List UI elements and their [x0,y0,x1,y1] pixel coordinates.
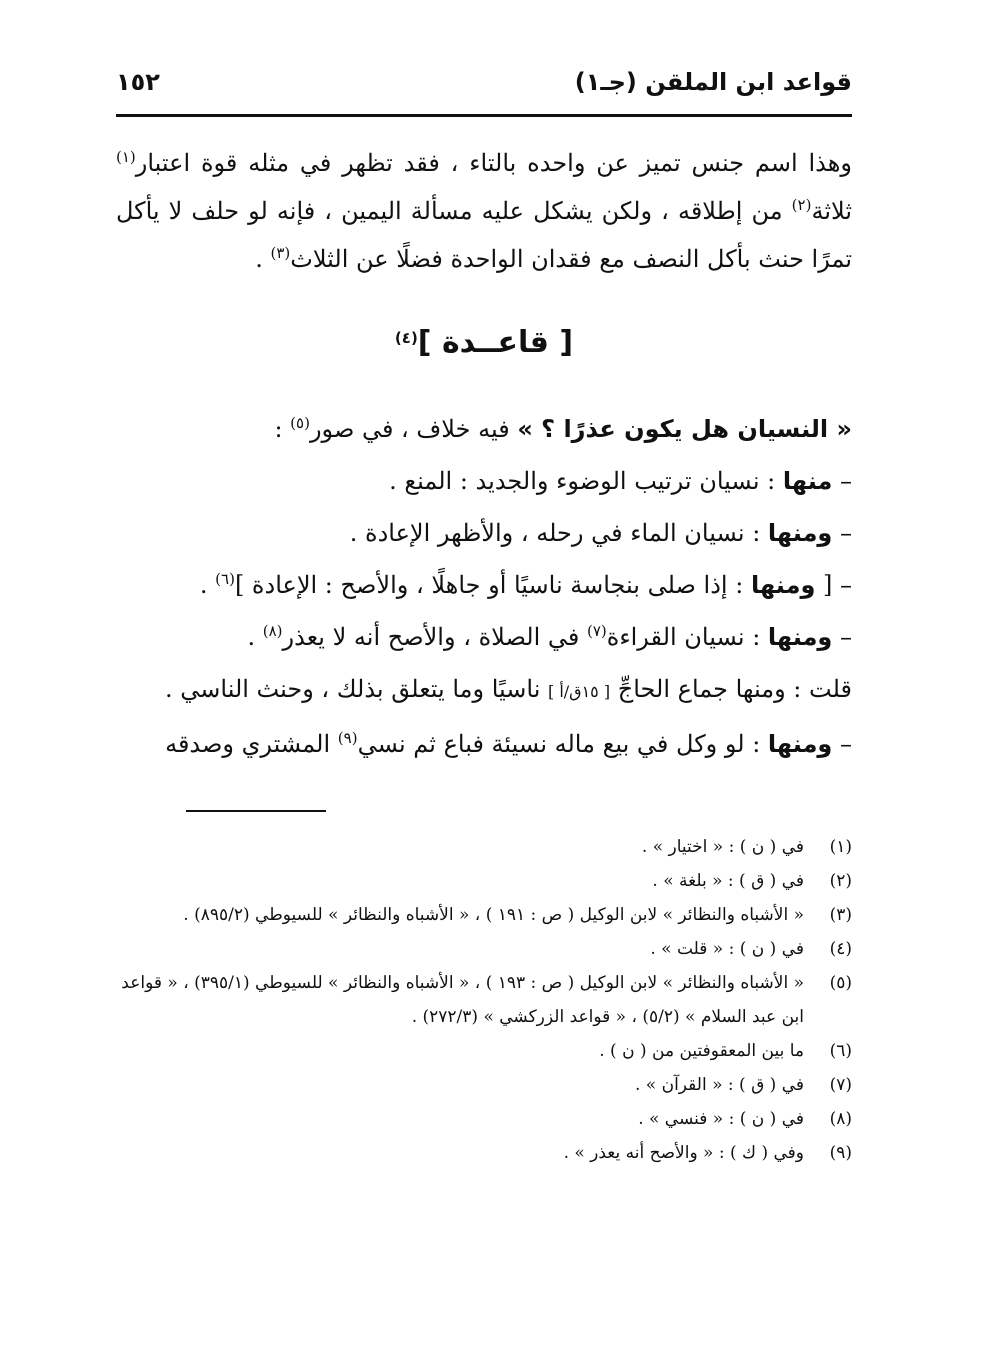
rule-item [116,611,852,663]
footnote-text: ما بين المعقوفتين من ( ن ) . [599,1041,804,1061]
footnote-ref: (٥) [290,414,310,432]
footnote-number: (٤) [829,939,852,959]
footnote-text: في ( ق ) : « بلغة » . [652,871,804,891]
item-dash: – [832,623,852,651]
rule-item [116,507,852,559]
footnote-number: (٦) [829,1041,852,1061]
intro-text-part: ثلاثة [811,197,852,225]
footnote-number: (١) [829,837,852,857]
item-text: : لو وكل في بيع ماله نسيئة فباع ثم نسي [357,730,768,758]
item-text: ناسيًا وما يتعلق بذلك ، وحنث الناسي . [165,675,548,703]
footnote [116,830,852,864]
footnote-ref: (٤) [394,329,418,347]
section-heading-text: [ قاعــدة ] [417,325,574,360]
item-text: المشتري وصدقه [165,730,338,758]
item-lead: ومنها [767,623,833,651]
intro-text-part: من إطلاقه ، ولكن يشكل عليه مسألة اليمين ، فإنه لو حلف لا يأكل تمرًا حنث بأكل النصف مع فقدان الواحدة فضلًا عن الثلاث [116,197,852,273]
footnote [116,1034,852,1068]
item-lead: ومنها [767,730,833,758]
footnote-text: « الأشباه والنظائر » لابن الوكيل ( ص : ١٩٣ ) ، « الأشباه والنظائر » للسيوطي (٣٩٥/١) ، « قواعد ابن عبد السلام » (٥/٢) ، « قواعد الزركشي » (٢٧٢/٣) . [121,973,804,1027]
item-text: قلت : ومنها جماع الحاجِّ [610,675,852,703]
footnote-ref: (٢) [791,196,812,214]
footnote-ref: (٧) [587,622,607,640]
footnote [116,1068,852,1102]
item-lead: ومنها [750,571,816,599]
footnote-number: (٢) [829,871,852,891]
footnote [116,966,852,1034]
footnote [116,932,852,966]
item-dash: – [832,519,852,547]
footnote [116,864,852,898]
book-page [116,62,852,1170]
item-lead: منها [782,467,833,495]
footnote-number: (٩) [829,1143,852,1163]
footnote [116,1136,852,1170]
footnote-ref: (٨) [262,622,283,640]
intro-paragraph [116,139,852,283]
item-text: . [247,623,263,651]
item-text: في الصلاة ، والأصح أنه لا يعذر [282,623,587,651]
rule-item [116,455,852,507]
footnotes [116,830,852,1170]
intro-text [116,139,852,283]
question-text: « النسيان هل يكون عذرًا ؟ » [517,415,852,443]
rule-items [116,403,852,770]
item-text: : نسيان ترتيب الوضوء والجديد : المنع . [389,467,783,495]
intro-text-part: . [255,245,271,273]
footnote-text: في ( ن ) : « فنسي » . [638,1109,804,1129]
footnote-ref: (٦) [215,570,235,588]
rule-item [116,559,852,611]
footnote-text: وفي ( ك ) : « والأصح أنه يعذر » . [563,1143,804,1163]
running-head [116,62,852,106]
footnote [116,1102,852,1136]
item-text: : [274,415,291,443]
rule-item [116,718,852,770]
book-title: قواعد ابن الملقن (جـ١) [574,68,852,96]
item-lead: ومنها [767,519,833,547]
footnote-number: (٣) [829,905,852,925]
footnote-text: في ( ن ) : « اختيار » . [641,837,804,857]
footnote-text: في ( ن ) : « قلت » . [650,939,804,959]
item-text: : نسيان القراءة [606,623,768,651]
header-rule [116,114,852,117]
footnote-ref: (٩) [337,729,358,747]
item-text: . [199,571,216,599]
footnote-ref: (١) [116,148,136,166]
footnote-text: في ( ق ) : « القرآن » . [634,1075,804,1095]
item-text: فيه خلاف ، في صور [309,415,518,443]
manuscript-folio-ref: [ ١٥ق/أ ] [548,682,611,701]
intro-text-part: وهذا اسم جنس تميز عن واحده بالتاء ، فقد تظهر في مثله قوة اعتبار [135,149,852,177]
item-dash: – [ [815,571,852,599]
footnote-ref: (٣) [270,244,291,262]
footnote-number: (٨) [829,1109,852,1129]
footnote-number: (٧) [829,1075,852,1095]
item-dash: – [832,467,852,495]
footnote [116,898,852,932]
footnote-separator [186,810,326,812]
footnote-text: « الأشباه والنظائر » لابن الوكيل ( ص : ١٩١ ) ، « الأشباه والنظائر » للسيوطي (٨٩٥/٢) . [183,905,804,925]
item-text: : إذا صلى بنجاسة ناسيًا أو جاهلًا ، والأصح : الإعادة ] [234,571,751,599]
section-heading [116,313,852,373]
page-number: ١٥٢ [116,68,160,96]
author-note [116,663,852,718]
item-dash: – [832,730,852,758]
rule-question [116,403,852,455]
footnote-number: (٥) [829,973,852,993]
item-text: : نسيان الماء في رحله ، والأظهر الإعادة . [349,519,768,547]
